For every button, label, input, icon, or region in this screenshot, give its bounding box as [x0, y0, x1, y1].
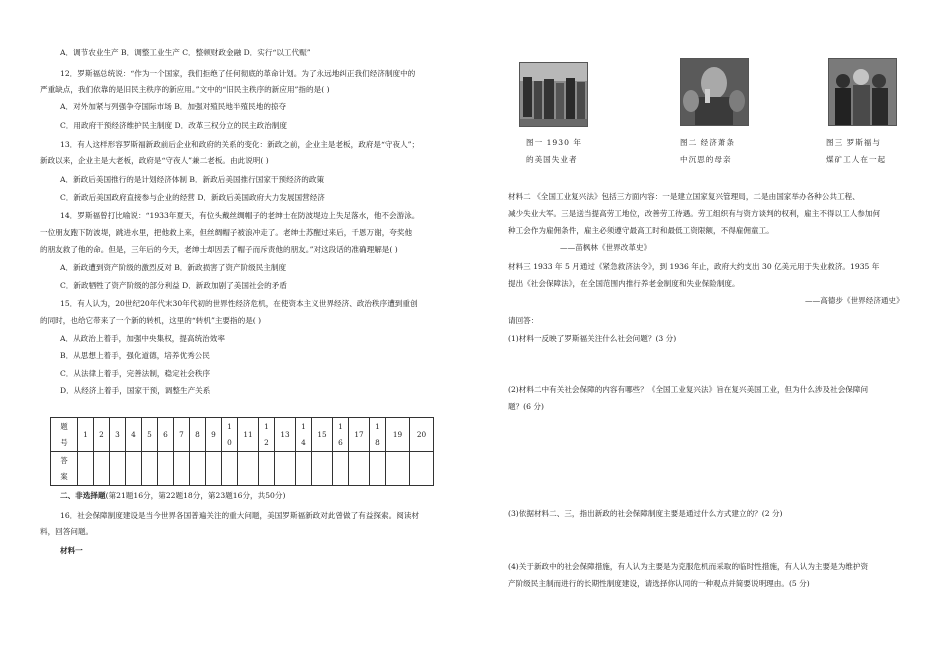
q11-options: A．调节农业生产 B．调整工业生产 C．整顿财政金融 D．实行“以工代赈” [60, 48, 311, 57]
material2-line1: 材料二 《全国工业复兴法》包括三方面内容：一是建立国家复兴管理局，二是由国家举办各种公共工程、 [508, 192, 860, 201]
q14-stem-line3: 的朋友救了他的命。但是，三年后的今天，老绅士却因丢了帽子而斥责他的朋友。”对这段话的准确理解是( ) [40, 245, 398, 254]
q14-options-cd: C．新政牺牲了资产阶级的部分利益 D．新政加剧了美国社会的矛盾 [60, 281, 287, 290]
material3-line2: 提出《社会保障法》，在全国范围内推行养老金制度和失业保险制度。 [508, 279, 740, 288]
q15-option-c: C．从法律上着手，完善法制，稳定社会秩序 [60, 369, 211, 378]
q14-options-ab: A．新政遭到资产阶级的激烈反对 B．新政损害了资产阶级民主制度 [60, 263, 287, 272]
answer-cell[interactable] [296, 452, 312, 486]
question-number-cell: 1 4 [296, 418, 312, 452]
question-number-cell: 9 [206, 418, 222, 452]
caption-fig1-line1: 图一 1930 年 [526, 138, 582, 147]
answer-cell[interactable] [333, 452, 349, 486]
subquestion-3: (3)依据材料二、三，指出新政的社会保障制度主要是通过什么方式建立的？(2 分) [508, 509, 783, 518]
photo-roosevelt-miners [828, 58, 897, 126]
material3-source: ——高德步《世界经济通史》 [805, 296, 904, 305]
q13-stem-line1: 13．有人这样形容罗斯福新政前后企业和政府的关系的变化：新政之前，企业主是老板，政府是“守夜人”； [60, 140, 420, 149]
caption-fig2-line1: 图二 经济萧条 [680, 138, 735, 147]
answer-cell[interactable] [174, 452, 190, 486]
answer-prompt: 请回答： [508, 316, 539, 325]
q15-stem-line1: 15．有人认为，20世纪20年代末30年代初的世界性经济危机，在使资本主义世界经济、政治秩序遭到重创 [60, 299, 418, 308]
q12-stem-line2: 严重缺点，我们依靠的是旧民主秩序的新应用。”文中的“旧民主秩序的新应用”指的是( ) [40, 85, 330, 94]
question-number-cell: 2 [94, 418, 110, 452]
subquestion-1: (1)材料一反映了罗斯福关注什么社会问题？(3 分) [508, 334, 677, 343]
question-number-cell: 8 [190, 418, 206, 452]
answer-cell[interactable] [349, 452, 370, 486]
question-number-cell: 11 [238, 418, 259, 452]
material2-line2: 减少失业大军。三是送当提高劳工地位，改善劳工待遇。劳工组织有与资方谈判的权利，雇主不得以工人参加何 [508, 209, 881, 218]
material2-source: ——苗枫林《世界改革史》 [560, 243, 652, 252]
answer-cell[interactable] [110, 452, 126, 486]
q13-options-ab: A．新政后美国推行的是计划经济体制 B．新政后美国推行国家干预经济的政策 [60, 175, 325, 184]
answer-table-header-number: 题 号 [51, 418, 78, 452]
q12-stem-line1: 12．罗斯福总统说：“作为一个国家，我们拒绝了任何彻底的革命计划。为了永远地纠正我们经济制度中的 [60, 69, 416, 78]
subquestion-2-line2: 题？(6 分) [508, 402, 544, 411]
photo-migrant-mother [680, 58, 749, 126]
material2-line3: 种工会作为雇佣条件，雇主必须遵守最高工时和最低工资限额，不得雇佣童工。 [508, 226, 774, 235]
q12-options-cd: C．用政府干预经济维护民主制度 D．改革三权分立的民主政治制度 [60, 121, 287, 130]
question-number-cell: 4 [126, 418, 142, 452]
caption-fig3-line2: 煤矿工人在一起 [826, 155, 887, 164]
question-number-cell: 17 [349, 418, 370, 452]
answer-cell[interactable] [126, 452, 142, 486]
answer-cell[interactable] [142, 452, 158, 486]
caption-fig3-line1: 图三 罗斯福与 [826, 138, 881, 147]
q16-stem-line2: 料，回答问题。 [40, 527, 94, 536]
answer-cell[interactable] [259, 452, 275, 486]
q13-stem-line2: 新政以来，企业主是大老板，政府是“守夜人”兼二老板。由此说明( ) [40, 156, 269, 165]
answer-cell[interactable] [94, 452, 110, 486]
answer-table-number-row [51, 418, 434, 452]
question-number-cell: 13 [275, 418, 296, 452]
photo-unemployed-1930 [519, 62, 588, 127]
section2-note: (第21题16分，第22题18分，第23题16分，共50分) [105, 491, 286, 500]
question-number-cell: 1 6 [333, 418, 349, 452]
q12-options-ab: A．对外加紧与列强争夺国际市场 B．加强对殖民地半殖民地的掠夺 [60, 102, 287, 111]
subquestion-2-line1: (2)材料二中有关社会保障的内容有哪些？《全国工业复兴法》旨在复兴美国工业，但为什么涉及社会保障问 [508, 385, 869, 394]
q13-options-cd: C．新政后美国政府直接参与企业的经营 D．新政后美国政府大力发展国营经济 [60, 193, 325, 202]
question-number-cell: 1 0 [222, 418, 238, 452]
q14-stem-line1: 14．罗斯福曾打比喻说：“1933年夏天，有位头戴丝绸帽子的老绅士在防波堤边上失足落水，他不会游泳。 [60, 211, 420, 220]
question-number-cell: 20 [410, 418, 434, 452]
question-number-cell: 3 [110, 418, 126, 452]
caption-fig2-line2: 中沉思的母亲 [680, 155, 732, 164]
caption-fig1-line2: 的美国失业者 [526, 155, 578, 164]
question-number-cell: 6 [158, 418, 174, 452]
q16-stem-line1: 16．社会保障制度建设是当今世界各国普遍关注的重大问题，美国罗斯福新政对此曾做了有益探索。阅读材 [60, 511, 419, 520]
answer-cell[interactable] [370, 452, 386, 486]
material3-line1: 材料三 1933 年 5 月通过《紧急救济法令》，到 1936 年止，政府大约支出 30 亿美元用于失业救济。1935 年 [508, 262, 880, 271]
answer-table [50, 417, 434, 486]
q15-option-d: D．从经济上着手，国家干预，调整生产关系 [60, 386, 211, 395]
question-number-cell: 7 [174, 418, 190, 452]
answer-table-header-answer: 答 案 [51, 452, 78, 486]
answer-cell[interactable] [158, 452, 174, 486]
answer-table-answer-row [51, 452, 434, 486]
question-number-cell: 15 [312, 418, 333, 452]
answer-cell[interactable] [222, 452, 238, 486]
q14-stem-line2: 一位朋友跑下防波堤，跳进水里，把他救上来，但丝绸帽子被浪冲走了。老绅士苏醒过来后，千恩万谢，夸奖他 [40, 228, 413, 237]
q15-option-a: A．从政治上着手，加强中央集权，提高统治效率 [60, 334, 225, 343]
subquestion-4-line1: (4)关于新政中的社会保障措施，有人认为主要是为克服危机而采取的临时性措施，有人认为主要是为维护资 [508, 562, 869, 571]
question-number-cell: 1 8 [370, 418, 386, 452]
answer-cell[interactable] [190, 452, 206, 486]
answer-cell[interactable] [206, 452, 222, 486]
answer-cell[interactable] [238, 452, 259, 486]
question-number-cell: 19 [386, 418, 410, 452]
q15-stem-line2: 的同时，也给它带来了一个新的转机，这里的“转机”主要指的是( ) [40, 316, 262, 325]
question-number-cell: 1 2 [259, 418, 275, 452]
answer-cell[interactable] [312, 452, 333, 486]
material1-label: 材料一 [60, 546, 83, 555]
section2-title: 二、非选择题 [60, 491, 106, 500]
answer-cell[interactable] [275, 452, 296, 486]
section2-heading [60, 491, 285, 501]
question-number-cell: 1 [78, 418, 94, 452]
subquestion-4-line2: 产阶级民主制而进行的长期性制度建设，请选择你认同的一种观点并简要说明理由。(5 分) [508, 579, 810, 588]
q15-option-b: B．从思想上着手，强化道德，培养优秀公民 [60, 351, 210, 360]
answer-cell[interactable] [78, 452, 94, 486]
answer-cell[interactable] [386, 452, 410, 486]
answer-cell[interactable] [410, 452, 434, 486]
question-number-cell: 5 [142, 418, 158, 452]
